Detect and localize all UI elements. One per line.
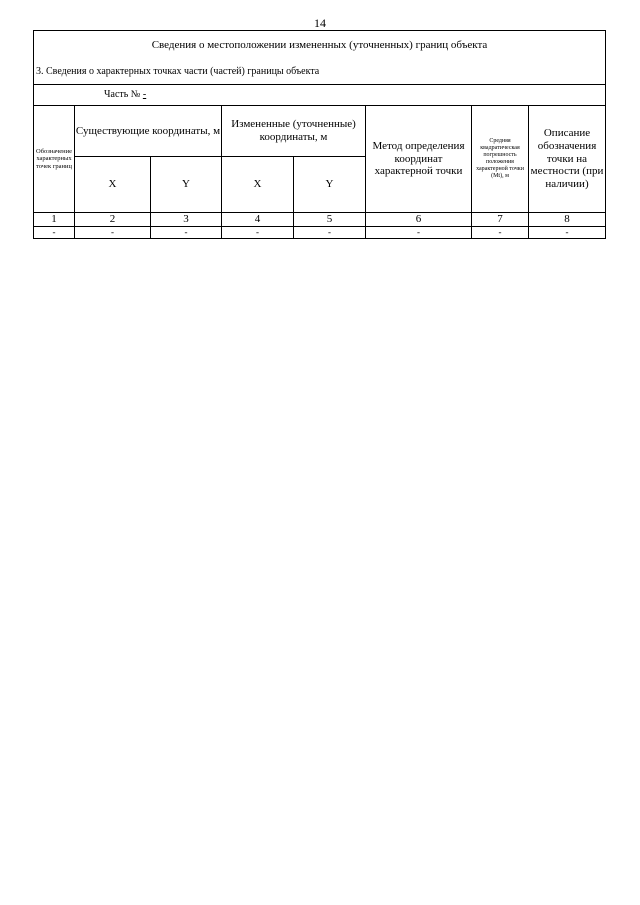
column-number: 8 [529, 213, 606, 227]
table-cell: - [75, 226, 151, 238]
header-existing-coords: Существующие координаты, м [75, 106, 222, 157]
table-cell: - [472, 226, 529, 238]
boundary-points-table [33, 30, 606, 239]
table-cell: - [34, 226, 75, 238]
header-existing-x: X [75, 157, 151, 213]
column-number: 2 [75, 213, 151, 227]
section-title: 3. Сведения о характерных точках части (частей) границы объекта [34, 59, 606, 85]
table-cell: - [222, 226, 294, 238]
table-cell: - [151, 226, 222, 238]
form-title: Сведения о местоположении измененных (уточненных) границ объекта [34, 31, 606, 60]
header-changed-coords: Измененные (уточненные) координаты, м [222, 106, 366, 157]
header-changed-y: Y [294, 157, 366, 213]
table-cell: - [366, 226, 472, 238]
column-number: 7 [472, 213, 529, 227]
column-number: 6 [366, 213, 472, 227]
column-number-row [34, 213, 606, 227]
part-row [34, 85, 606, 106]
part-label: Часть № [104, 89, 141, 101]
part-number: - [142, 89, 147, 101]
column-number: 1 [34, 213, 75, 227]
header-error: Средняя квадратическая погрешность положения характерной точки (Mt), м [472, 106, 529, 213]
column-number: 3 [151, 213, 222, 227]
table-row [34, 226, 606, 238]
header-point-designation: Обозначение характерных точек границ [34, 106, 75, 213]
table-cell: - [529, 226, 606, 238]
header-method: Метод определения координат характерной точки [366, 106, 472, 213]
page-number: 14 [314, 16, 326, 30]
column-number: 4 [222, 213, 294, 227]
header-existing-y: Y [151, 157, 222, 213]
table-cell: - [294, 226, 366, 238]
column-number: 5 [294, 213, 366, 227]
header-description: Описание обозначения точки на местности (при наличии) [529, 106, 606, 213]
header-changed-x: X [222, 157, 294, 213]
